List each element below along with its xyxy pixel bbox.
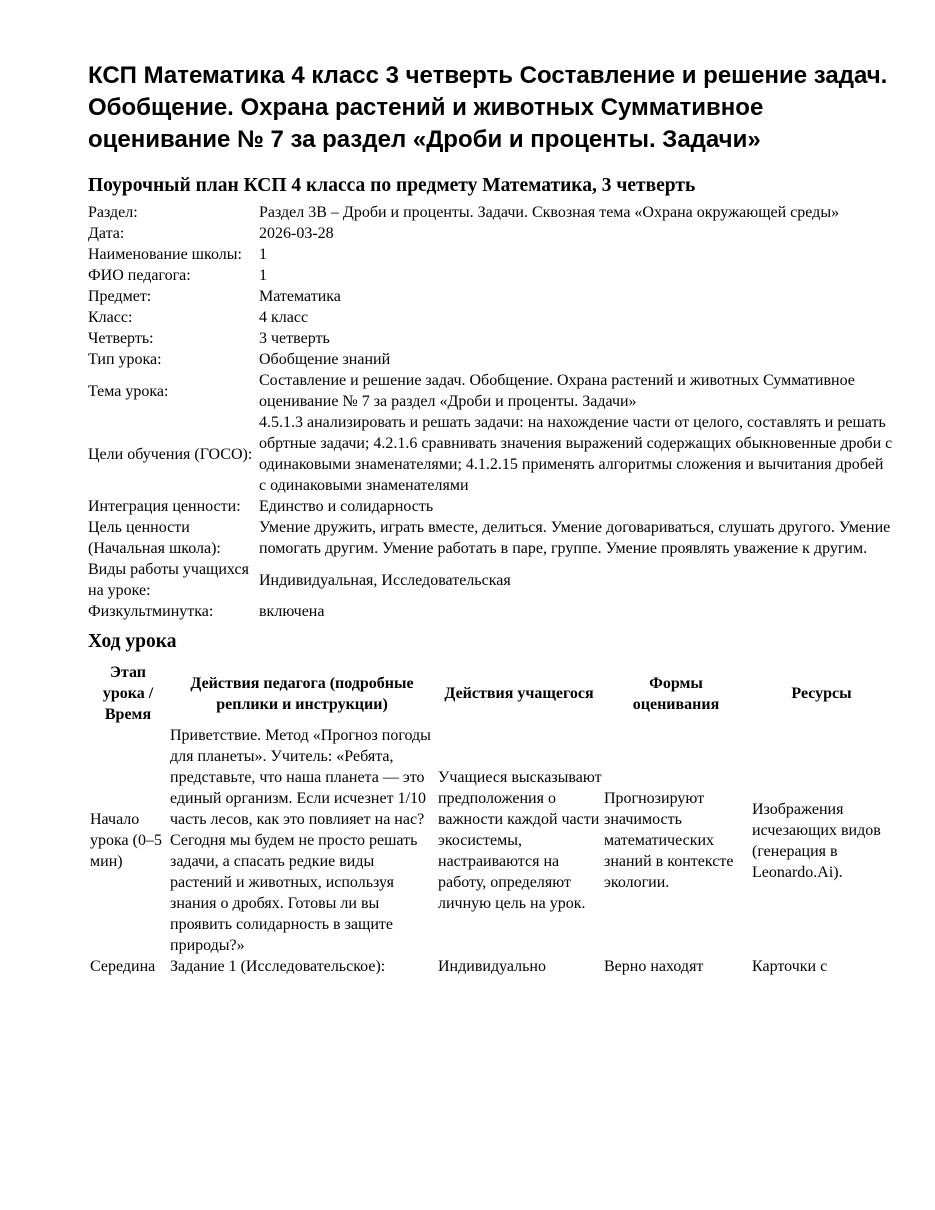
- info-value: Математика: [259, 288, 341, 305]
- info-row-lesson-type: [88, 349, 893, 370]
- column-header-resources: Ресурсы: [791, 685, 852, 702]
- info-row-value-goal: [88, 517, 893, 559]
- assessment-cell: Прогнозируют значимость математических знаний в контексте экологии.: [604, 790, 734, 891]
- table-row: [88, 956, 893, 977]
- document-page: [88, 60, 893, 977]
- stage-cell: Начало урока (0–5 мин): [90, 811, 162, 870]
- column-header-student-actions: Действия учащегося: [444, 685, 594, 702]
- info-row-topic: [88, 370, 893, 412]
- student-actions-cell: Учащиеся высказывают предположения о важности каждой части экосистемы, настраиваются на работу, определяют личную цель на урок.: [438, 769, 602, 912]
- info-row-value-integration: [88, 496, 893, 517]
- info-row-date: [88, 223, 893, 244]
- resources-cell: Изображения исчезающих видов (генерация в Leonardo.Ai).: [752, 800, 881, 881]
- column-header-teacher-actions: Действия педагога (подробные реплики и инструкции): [190, 674, 414, 713]
- info-label: Тема урока:: [88, 382, 169, 400]
- column-header-stage: Этап урока / Время: [102, 664, 154, 723]
- info-label: Цель ценности (Начальная школа):: [88, 519, 221, 557]
- lesson-info-table: [88, 202, 893, 622]
- info-value: включена: [259, 603, 325, 620]
- student-actions-cell: Индивидуально: [438, 958, 546, 975]
- info-value: 3 четверть: [259, 330, 330, 347]
- info-value: Обобщение знаний: [259, 351, 391, 368]
- info-label: Наименование школы:: [88, 246, 242, 263]
- info-value: 2026-03-28: [259, 225, 334, 242]
- info-row-physical-break: [88, 601, 893, 622]
- info-label: ФИО педагога:: [88, 267, 191, 284]
- assessment-cell: Верно находят: [604, 958, 704, 975]
- info-row-section: [88, 202, 893, 223]
- info-label: Цели обучения (ГОСО):: [88, 445, 253, 463]
- lesson-heading: Ход урока: [88, 631, 177, 652]
- document-title: КСП Математика 4 класс 3 четверть Составление и решение задач. Обобщение. Охрана растений и животных Суммативное оценивание № 7 за раздел «Дроби и проценты. Задачи»: [88, 62, 888, 153]
- info-row-objectives: [88, 412, 893, 496]
- info-row-teacher: [88, 265, 893, 286]
- table-row: [88, 725, 893, 956]
- info-value: 1: [259, 267, 267, 284]
- info-label: Предмет:: [88, 288, 152, 305]
- info-row-school: [88, 244, 893, 265]
- info-value: Составление и решение задач. Обобщение. Охрана растений и животных Суммативное оценивание № 7 за раздел «Дроби и проценты. Задачи»: [259, 372, 855, 410]
- lesson-flow-table: [88, 662, 893, 977]
- info-label: Раздел:: [88, 204, 138, 221]
- info-row-quarter: [88, 328, 893, 349]
- info-label: Дата:: [88, 225, 125, 242]
- info-value: 4.5.1.3 анализировать и решать задачи: на нахождение части от целого, составлять и решать обртные задачи; 4.2.1.6 сравнивать значения выражений содержащих обыкновенные дроби с одинаковыми знаменателями; 4.1.2.15 применять алгоритмы сложения и вычитания дробей с одинаковыми знаменателями: [259, 414, 893, 494]
- info-value: Единство и солидарность: [259, 498, 434, 515]
- info-label: Физкультминутка:: [88, 603, 214, 620]
- info-label: Класс:: [88, 309, 133, 326]
- plan-heading: Поурочный план КСП 4 класса по предмету Математика, 3 четверть: [88, 175, 696, 196]
- column-header-assessment: Формы оценивания: [632, 674, 720, 713]
- teacher-actions-cell: Приветствие. Метод «Прогноз погоды для планеты». Учитель: «Ребята, представьте, что наша планета — это единый организм. Если исчезнет 1/10 часть лесов, как это повлияет на нас? Сегодня мы будем не просто решать задачи, а спасать редкие виды растений и животных, используя знания о дробях. Готовы ли вы проявить солидарность в защите природы?»: [170, 727, 431, 954]
- info-row-work-types: [88, 559, 893, 601]
- info-label: Четверть:: [88, 330, 154, 347]
- resources-cell: Карточки с: [752, 958, 828, 975]
- info-label: Тип урока:: [88, 351, 162, 368]
- info-row-subject: [88, 286, 893, 307]
- info-row-grade: [88, 307, 893, 328]
- stage-cell: Середина: [90, 958, 156, 975]
- teacher-actions-cell: Задание 1 (Исследовательское):: [170, 958, 386, 975]
- lesson-table-header-row: [88, 662, 893, 725]
- info-value: Раздел 3В – Дроби и проценты. Задачи. Сквозная тема «Охрана окружающей среды»: [259, 204, 840, 221]
- info-value: 4 класс: [259, 309, 309, 326]
- info-value: Умение дружить, играть вместе, делиться. Умение договариваться, слушать другого. Умение помогать другим. Умение работать в паре, группе. Умение проявлять уважение к другим.: [259, 519, 891, 557]
- info-value: Индивидуальная, Исследовательская: [259, 571, 511, 589]
- info-label: Виды работы учащихся на уроке:: [88, 561, 249, 599]
- info-value: 1: [259, 246, 267, 263]
- info-label: Интеграция ценности:: [88, 498, 241, 515]
